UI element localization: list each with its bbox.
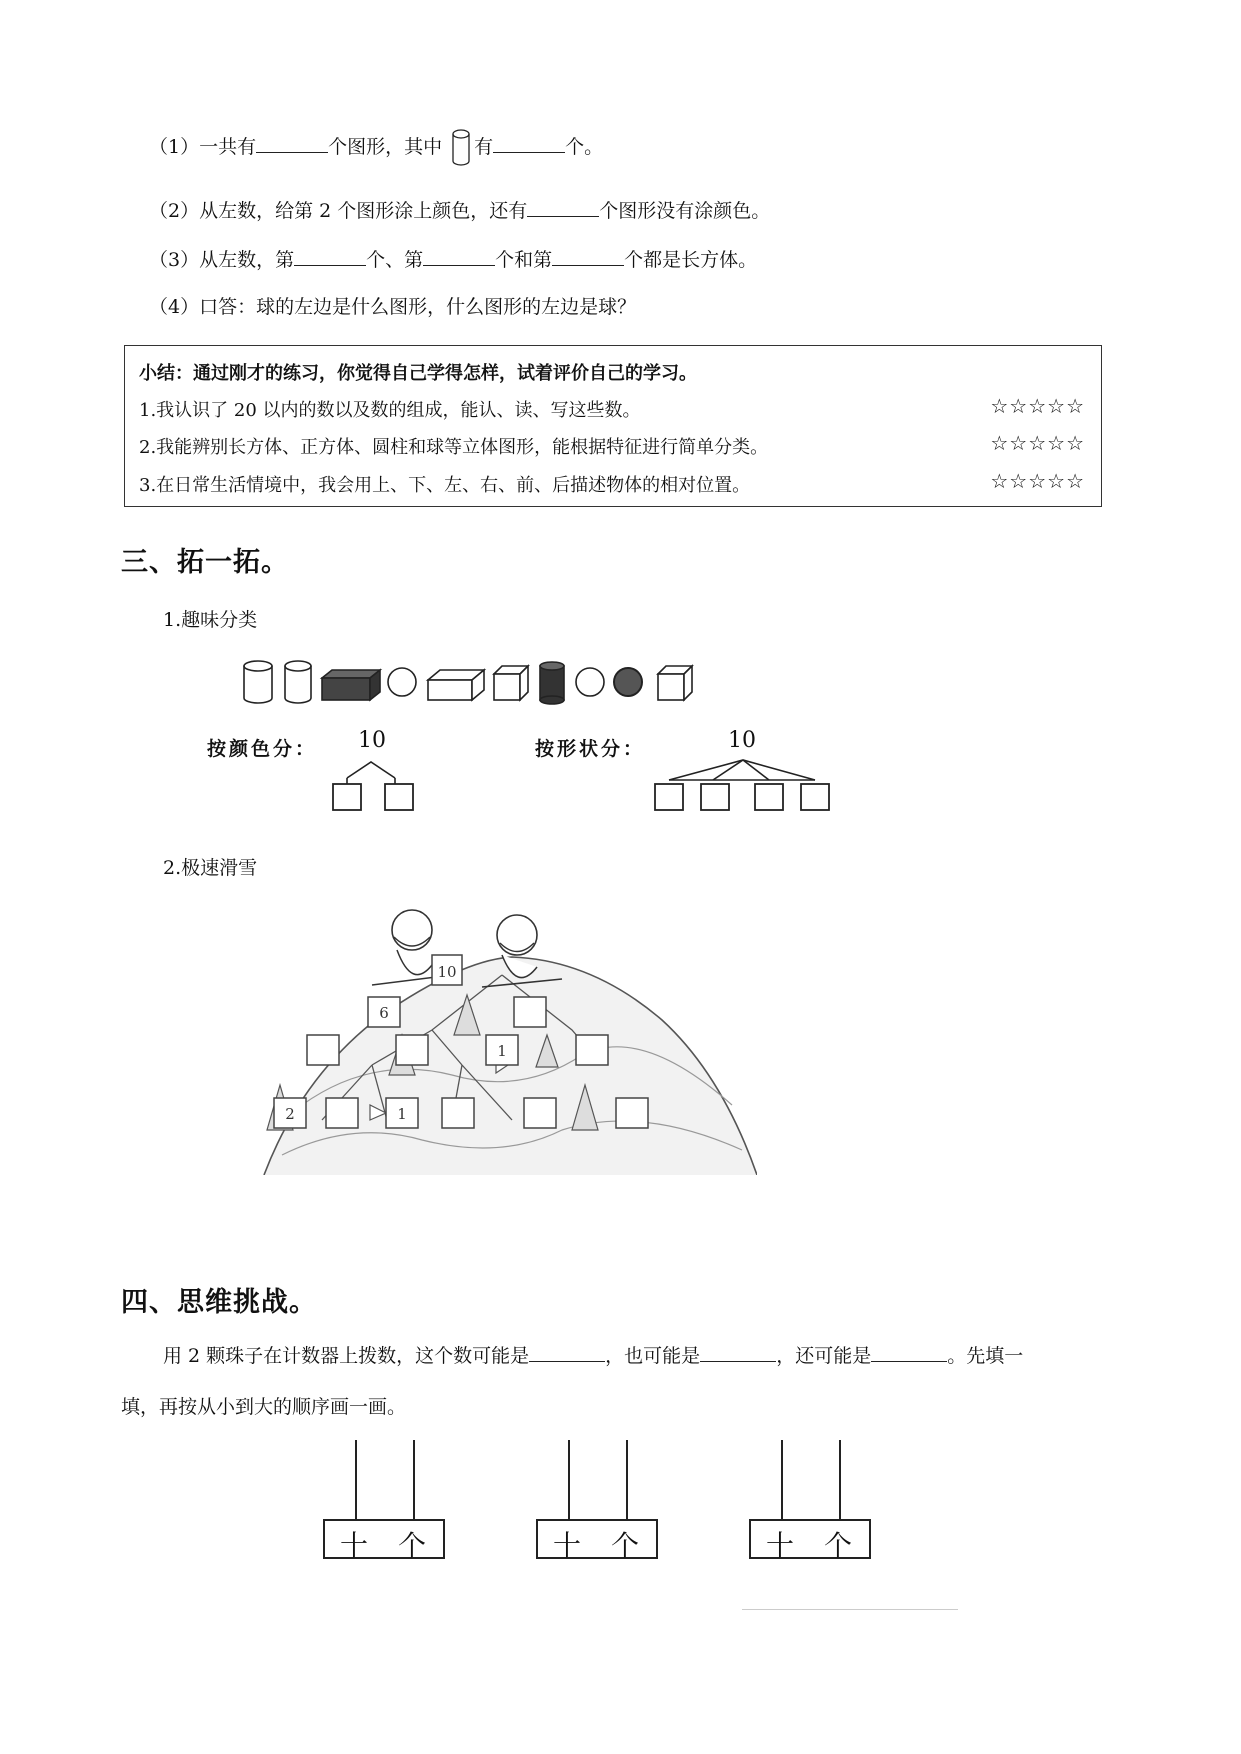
question-1 xyxy=(149,128,603,168)
rating-stars-2[interactable]: ☆☆☆☆☆ xyxy=(990,431,1085,455)
q1-blank-total[interactable] xyxy=(256,134,328,153)
ski-box-value: 10 xyxy=(437,963,457,981)
s4-blank-2[interactable] xyxy=(700,1343,776,1362)
q1-text-a: （1）一共有 xyxy=(149,136,257,158)
by-color-total: 10 xyxy=(358,728,386,753)
s4-text-d: 。先填一 xyxy=(947,1345,1024,1367)
cuboid-icon xyxy=(428,670,484,700)
q1-text-b: 个图形，其中 xyxy=(328,136,443,158)
dark-cylinder-icon xyxy=(540,662,564,704)
q3-text-a: （3）从左数，第 xyxy=(149,249,295,271)
abacus-one-label: 个 xyxy=(611,1529,640,1562)
ski-box[interactable] xyxy=(442,1098,474,1128)
abacus-ten-label: 十 xyxy=(340,1529,369,1562)
q1-text-d: 个。 xyxy=(565,136,604,158)
answer-box[interactable] xyxy=(755,784,783,810)
q3-blank-3[interactable] xyxy=(552,247,624,266)
question-4: （4）口答：球的左边是什么图形，什么图形的左边是球？ xyxy=(149,296,637,318)
by-color-label: 按颜色分： xyxy=(207,738,318,760)
ski-box-value: 6 xyxy=(379,1004,389,1022)
summary-item-3: 3.在日常生活情境中，我会用上、下、左、右、前、后描述物体的相对位置。 xyxy=(139,475,751,496)
ski-box-value: 2 xyxy=(285,1105,295,1123)
ski-box[interactable] xyxy=(514,997,546,1027)
answer-box[interactable] xyxy=(701,784,729,810)
cube-icon xyxy=(658,666,692,700)
q3-text-c: 个和第 xyxy=(495,249,553,271)
summary-box xyxy=(124,345,1102,507)
dark-sphere-icon xyxy=(614,668,642,696)
summary-title: 小结：通过刚才的练习，你觉得自己学得怎样，试着评价自己的学习。 xyxy=(139,363,697,384)
rating-stars-1[interactable]: ☆☆☆☆☆ xyxy=(990,394,1085,418)
abacus-one-label: 个 xyxy=(824,1529,853,1562)
section-3-title: 三、拓一拓。 xyxy=(121,547,289,578)
abacus-1[interactable] xyxy=(322,1438,446,1560)
s4-text-a: 用 2 颗珠子在计数器上拨数，这个数可能是 xyxy=(163,1345,530,1367)
summary-item-2: 2.我能辨别长方体、正方体、圆柱和球等立体图形，能根据特征进行简单分类。 xyxy=(139,437,769,458)
sphere-icon xyxy=(388,668,416,696)
q3-blank-2[interactable] xyxy=(423,247,495,266)
hill-shape xyxy=(264,957,757,1175)
cylinder-icon xyxy=(450,128,472,168)
q2-blank[interactable] xyxy=(527,198,599,217)
ski-box[interactable] xyxy=(307,1035,339,1065)
abacus-one-label: 个 xyxy=(398,1529,427,1562)
section-4-line-2: 填，再按从小到大的顺序画一画。 xyxy=(121,1396,407,1418)
abacus-2[interactable] xyxy=(535,1438,659,1560)
abacus-3[interactable] xyxy=(748,1438,872,1560)
abacus-ten-label: 十 xyxy=(553,1529,582,1562)
by-shape-label: 按形状分： xyxy=(535,738,646,760)
s4-text-b: ，也可能是 xyxy=(605,1345,701,1367)
q1-blank-cylinders[interactable] xyxy=(493,134,565,153)
q2-text-a: （2）从左数，给第 2 个图形涂上颜色，还有 xyxy=(149,200,528,222)
ski-illustration xyxy=(262,905,757,1175)
summary-item-1: 1.我认识了 20 以内的数以及数的组成，能认、读、写这些数。 xyxy=(139,400,641,421)
section-4-title: 四、思维挑战。 xyxy=(121,1287,317,1318)
cube-icon xyxy=(494,666,528,700)
ski-box[interactable] xyxy=(326,1098,358,1128)
dark-cuboid-icon xyxy=(322,670,380,700)
cylinder-icon xyxy=(285,661,311,703)
q2-text-b: 个图形没有涂颜色。 xyxy=(599,200,771,222)
question-3 xyxy=(149,245,757,272)
s4-blank-3[interactable] xyxy=(871,1343,947,1362)
s4-blank-1[interactable] xyxy=(529,1343,605,1362)
by-shape-total: 10 xyxy=(728,728,756,753)
answer-box[interactable] xyxy=(333,784,361,810)
answer-box[interactable] xyxy=(385,784,413,810)
answer-box[interactable] xyxy=(801,784,829,810)
cylinder-icon xyxy=(244,661,272,703)
faint-divider xyxy=(742,1609,958,1610)
by-shape-tree xyxy=(645,758,835,816)
ski-box[interactable] xyxy=(616,1098,648,1128)
ski-box-value: 1 xyxy=(397,1105,407,1123)
ski-box[interactable] xyxy=(576,1035,608,1065)
ski-box[interactable] xyxy=(396,1035,428,1065)
q3-blank-1[interactable] xyxy=(294,247,366,266)
shapes-row xyxy=(240,658,710,708)
abacus-ten-label: 十 xyxy=(766,1529,795,1562)
section-3-sub-2: 2.极速滑雪 xyxy=(163,857,258,879)
s4-text-c: ，还可能是 xyxy=(776,1345,872,1367)
q3-text-b: 个、第 xyxy=(366,249,424,271)
rating-stars-3[interactable]: ☆☆☆☆☆ xyxy=(990,469,1085,493)
ski-box[interactable] xyxy=(524,1098,556,1128)
answer-box[interactable] xyxy=(655,784,683,810)
q1-text-c: 有 xyxy=(474,136,494,158)
section-3-sub-1: 1.趣味分类 xyxy=(163,609,258,631)
ski-box-value: 1 xyxy=(497,1042,507,1060)
q3-text-d: 个都是长方体。 xyxy=(624,249,758,271)
sphere-icon xyxy=(576,668,604,696)
section-4-line-1 xyxy=(163,1341,1023,1368)
question-2 xyxy=(149,196,770,223)
by-color-tree xyxy=(325,760,425,815)
